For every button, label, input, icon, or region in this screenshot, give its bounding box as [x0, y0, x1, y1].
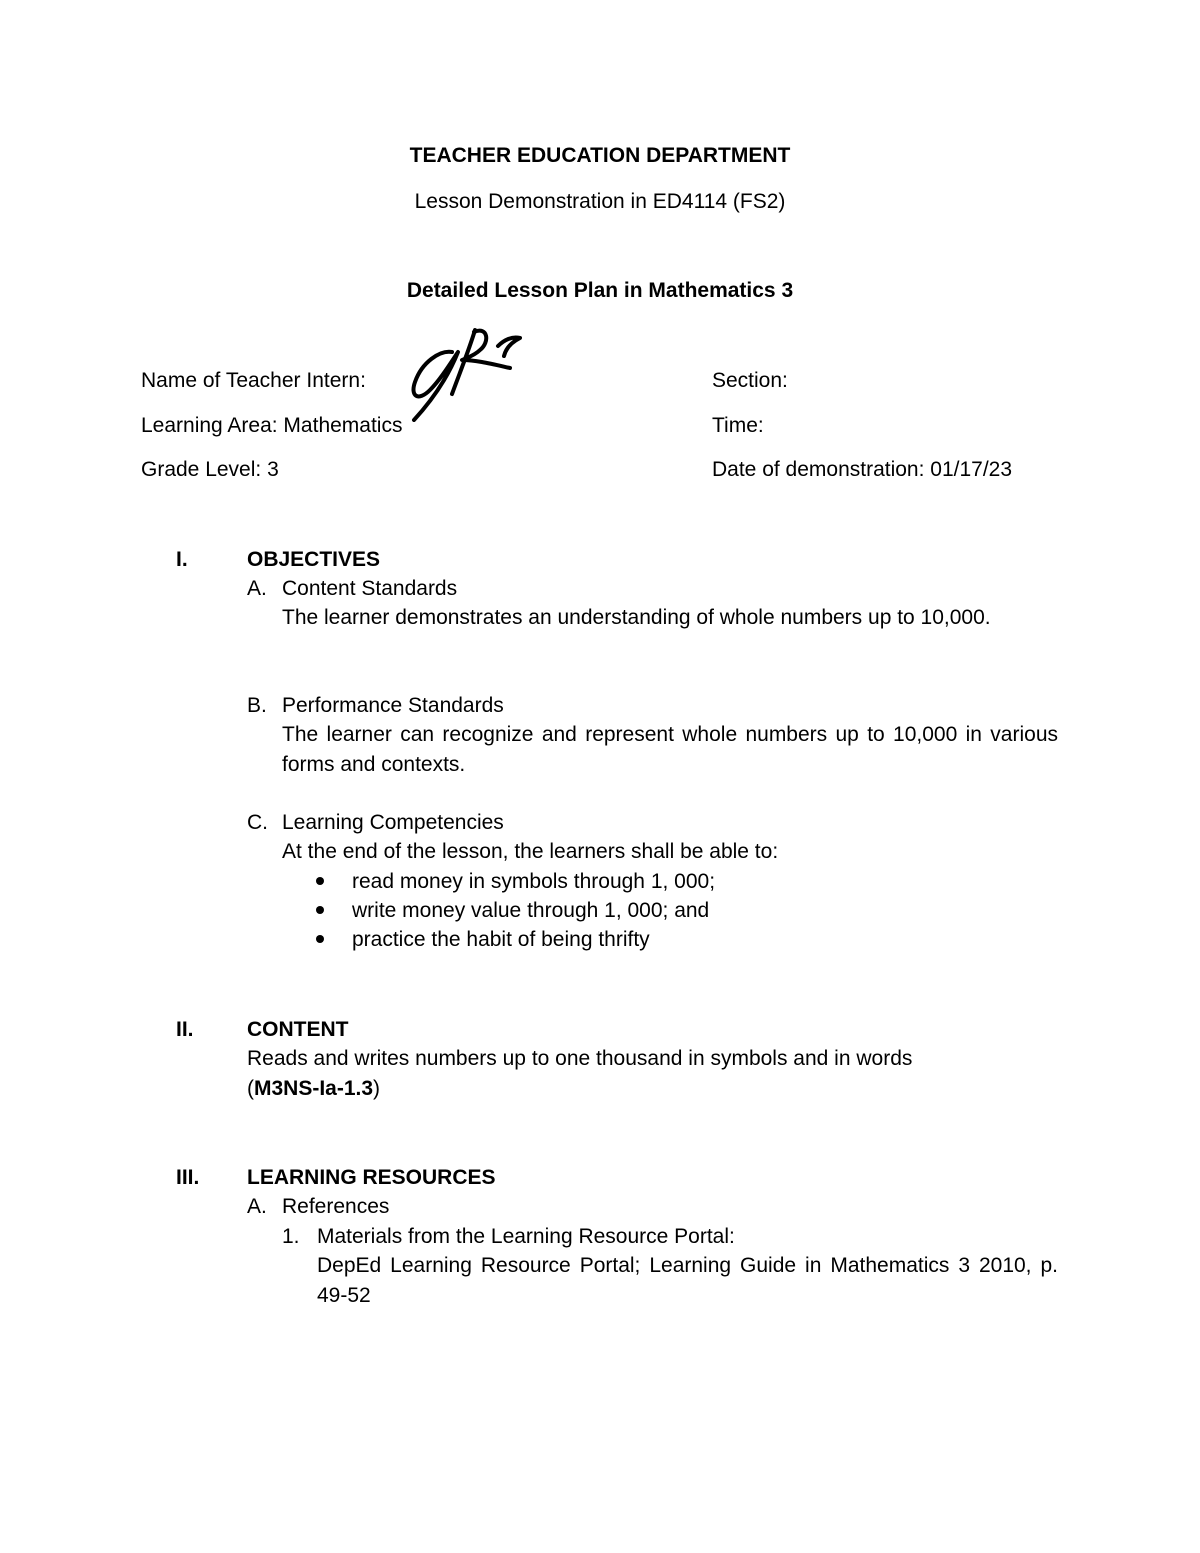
resources-a-letter: A. [247, 1195, 267, 1218]
plan-title: Detailed Lesson Plan in Mathematics 3 [406, 279, 794, 302]
objective-b-letter: B. [247, 694, 267, 717]
content-heading: CONTENT [247, 1018, 349, 1041]
reference-item-number: 1. [282, 1225, 300, 1248]
bullet-icon [316, 935, 324, 943]
objectives-heading: OBJECTIVES [247, 548, 381, 571]
department-title: TEACHER EDUCATION DEPARTMENT [409, 144, 791, 167]
teacher-name-label: Name of Teacher Intern: [141, 369, 366, 392]
content-text: Reads and writes numbers up to one thousand in symbols and in words [247, 1047, 913, 1070]
section-numeral-content: II. [176, 1018, 194, 1041]
learning-competencies-intro: At the end of the lesson, the learners shall be able to: [282, 840, 779, 863]
competency-code-line [247, 1074, 380, 1104]
references-title: References [282, 1195, 390, 1218]
lesson-subtitle: Lesson Demonstration in ED4114 (FS2) [414, 190, 786, 213]
code-close-paren: ) [373, 1077, 381, 1100]
competency-item: practice the habit of being thrifty [352, 928, 650, 951]
learning-resources-heading: LEARNING RESOURCES [247, 1166, 496, 1189]
competency-item: read money in symbols through 1, 000; [352, 870, 716, 893]
content-standards-text: The learner demonstrates an understanding of whole numbers up to 10,000. [282, 606, 991, 629]
performance-standards-text: The learner can recognize and represent whole numbers up to 10,000 in various forms and contexts. [282, 723, 1058, 776]
section-numeral-objectives: I. [176, 548, 188, 571]
learning-area: Learning Area: Mathematics [141, 414, 403, 437]
objective-a-letter: A. [247, 577, 267, 600]
date-of-demonstration: Date of demonstration: 01/17/23 [712, 458, 1013, 481]
code-open-paren: ( [247, 1077, 254, 1100]
time-label: Time: [712, 414, 764, 437]
section-label: Section: [712, 369, 788, 392]
performance-standards-title: Performance Standards [282, 694, 504, 717]
bullet-icon [316, 906, 324, 914]
grade-level: Grade Level: 3 [141, 458, 279, 481]
competency-item: write money value through 1, 000; and [352, 899, 710, 922]
bullet-icon [316, 877, 324, 885]
content-standards-title: Content Standards [282, 577, 458, 600]
learning-competencies-title: Learning Competencies [282, 811, 504, 834]
reference-item-title: Materials from the Learning Resource Portal: [317, 1225, 735, 1248]
section-numeral-resources: III. [176, 1166, 200, 1189]
signature [400, 322, 530, 422]
objective-c-letter: C. [247, 811, 268, 834]
reference-item-text: DepEd Learning Resource Portal; Learning Guide in Mathematics 3 2010, p. 49-52 [317, 1254, 1058, 1307]
competency-code: M3NS-Ia-1.3 [254, 1077, 374, 1100]
